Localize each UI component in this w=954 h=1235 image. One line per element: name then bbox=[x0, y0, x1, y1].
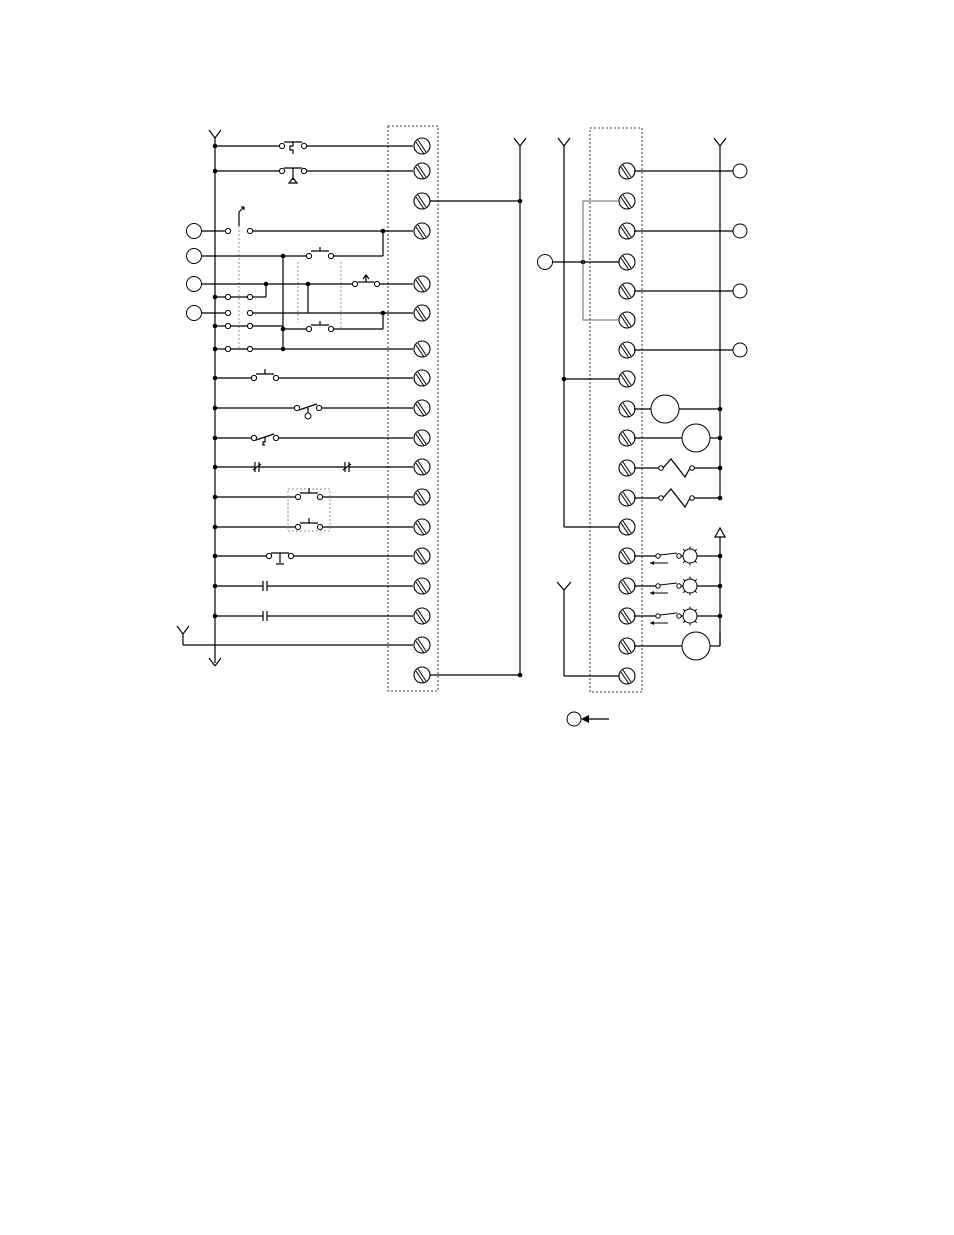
left-terminal-17 bbox=[414, 608, 430, 624]
left-terminal-15 bbox=[414, 548, 430, 564]
right-terminal-11 bbox=[619, 460, 635, 476]
right-panel-supply bbox=[558, 138, 619, 527]
left-terminal-6 bbox=[414, 276, 430, 292]
right-panel-bus bbox=[714, 138, 726, 498]
coil-circles bbox=[187, 224, 202, 321]
right-terminal-12 bbox=[619, 490, 635, 506]
left-terminal-18 bbox=[414, 637, 430, 653]
left-terminal-1 bbox=[414, 138, 430, 154]
lamp-2 bbox=[634, 577, 722, 596]
right-terminal-17 bbox=[619, 638, 635, 654]
right-terminal-1 bbox=[619, 163, 635, 179]
right-terminal-14 bbox=[619, 548, 635, 564]
right-terminal-2 bbox=[619, 193, 635, 209]
heater-2 bbox=[634, 489, 722, 507]
right-terminal-4 bbox=[619, 254, 635, 270]
temperature-switch bbox=[213, 434, 413, 445]
capacitor-a bbox=[213, 581, 413, 591]
capacitor-b bbox=[213, 611, 413, 621]
left-panel-bus bbox=[430, 138, 526, 677]
float-switch bbox=[213, 168, 413, 183]
pressure-switch bbox=[213, 553, 413, 564]
right-terminal-6 bbox=[619, 312, 635, 328]
right-terminal-8 bbox=[619, 371, 635, 387]
coil-circuit-c bbox=[201, 275, 413, 313]
right-terminal-15 bbox=[619, 578, 635, 594]
bottom-supply bbox=[557, 582, 619, 676]
left-terminal-8 bbox=[414, 341, 430, 357]
capacitor-pair bbox=[213, 462, 413, 472]
ground-return bbox=[177, 626, 413, 645]
left-terminal-16 bbox=[414, 578, 430, 594]
right-terminal-3 bbox=[619, 223, 635, 239]
coil-circuit-e bbox=[201, 310, 413, 331]
left-terminal-group bbox=[414, 138, 430, 683]
right-terminal-5 bbox=[619, 283, 635, 299]
lamp-3 bbox=[634, 607, 722, 626]
outputs bbox=[634, 164, 747, 357]
left-terminal-19 bbox=[414, 667, 430, 683]
right-terminal-13 bbox=[619, 519, 635, 535]
right-terminal-9 bbox=[619, 401, 635, 417]
right-terminal-7 bbox=[619, 342, 635, 358]
left-terminal-2 bbox=[414, 163, 430, 179]
left-terminal-10 bbox=[414, 400, 430, 416]
lamp-1 bbox=[634, 547, 722, 566]
right-terminal-16 bbox=[619, 608, 635, 624]
left-terminal-14 bbox=[414, 519, 430, 535]
level-switch bbox=[213, 404, 413, 419]
motor-3 bbox=[634, 632, 720, 660]
left-terminal-9 bbox=[414, 370, 430, 386]
parallel-contacts bbox=[213, 488, 413, 531]
output-to-bus bbox=[430, 199, 522, 204]
left-terminal-4 bbox=[414, 223, 430, 239]
motor-2 bbox=[634, 424, 722, 452]
pushbutton bbox=[213, 369, 413, 381]
left-terminal-7 bbox=[414, 305, 430, 321]
right-terminal-18 bbox=[619, 668, 635, 684]
right-terminal-group bbox=[619, 163, 635, 684]
legend-symbol bbox=[567, 712, 609, 726]
thermal-switch bbox=[213, 142, 413, 154]
heater-1 bbox=[634, 459, 722, 477]
common-coil-group bbox=[538, 201, 620, 320]
left-terminal-13 bbox=[414, 489, 430, 505]
left-terminal-11 bbox=[414, 430, 430, 446]
right-terminal-10 bbox=[619, 430, 635, 446]
hold-contact bbox=[213, 346, 413, 351]
lamps bbox=[634, 547, 722, 626]
left-terminal-12 bbox=[414, 459, 430, 475]
motor-1 bbox=[634, 395, 722, 423]
coil-circuit-a bbox=[201, 207, 413, 256]
left-terminal-3 bbox=[414, 193, 430, 209]
